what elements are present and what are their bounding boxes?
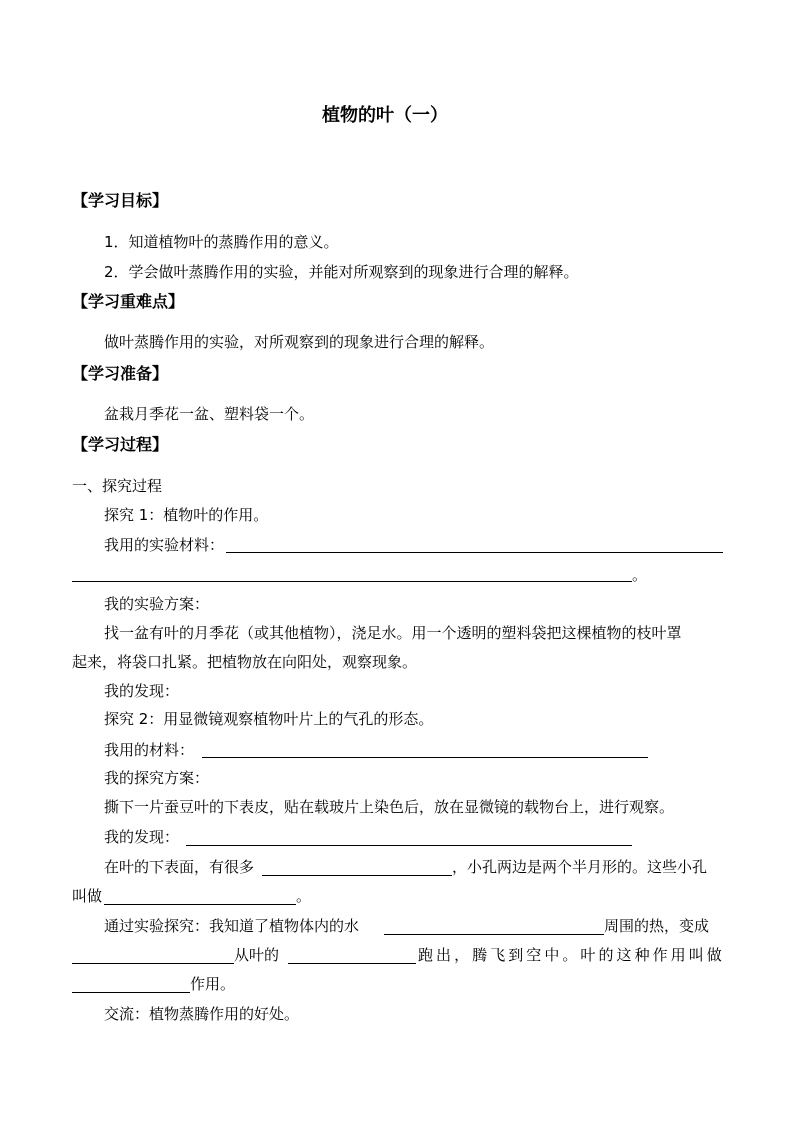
explore2-finding-label: 我的发现： bbox=[104, 828, 180, 846]
conclusion-blank-1[interactable] bbox=[384, 934, 604, 935]
stomata-count-blank[interactable] bbox=[262, 875, 452, 876]
conclusion-suffix: 作用。 bbox=[190, 975, 236, 993]
conclusion-mid3 bbox=[418, 945, 722, 965]
exchange-text: 交流：植物蒸腾作用的好处。 bbox=[104, 1005, 300, 1023]
explore2-plan-text: 撕下一片蚕豆叶的下表皮，贴在载玻片上染色后，放在显微镜的载物台上，进行观察。 bbox=[104, 798, 675, 816]
goal-item-2: 2．学会做叶蒸腾作用的实验，并能对所观察到的现象进行合理的解释。 bbox=[104, 263, 579, 281]
stomata-name-blank[interactable] bbox=[104, 904, 296, 905]
key-points-text: 做叶蒸腾作用的实验，对所观察到的现象进行合理的解释。 bbox=[104, 333, 495, 351]
conclusion-mid3-char: 出 bbox=[436, 946, 452, 964]
conclusion-mid3-char: 跑 bbox=[418, 946, 434, 964]
explore2-materials-blank[interactable] bbox=[202, 757, 648, 758]
conclusion-mid3-char: 这 bbox=[616, 946, 632, 964]
conclusion-mid3-char: 叶 bbox=[580, 946, 596, 964]
explore1-plan-label: 我的实验方案： bbox=[104, 595, 210, 613]
page-title: 植物的叶（一） bbox=[322, 105, 448, 126]
explore2-plan-label: 我的探究方案： bbox=[104, 769, 210, 787]
conclusion-mid3-char: 飞 bbox=[490, 946, 506, 964]
explore2-finding-blank[interactable] bbox=[186, 845, 632, 846]
explore1-finding-label: 我的发现： bbox=[104, 682, 180, 700]
conclusion-mid1: 周围的热，变成 bbox=[604, 917, 710, 935]
explore1-materials-label: 我用的实验材料： bbox=[104, 536, 225, 554]
process-heading: 【学习过程】 bbox=[72, 435, 169, 454]
preparation-text: 盆栽月季花一盆、塑料袋一个。 bbox=[104, 405, 315, 423]
explore1-plan-line-2: 起来，将袋口扎紧。把植物放在向阳处，观察现象。 bbox=[72, 653, 418, 671]
explore2-materials-label: 我用的材料： bbox=[104, 741, 195, 759]
conclusion-mid3-char: 腾 bbox=[472, 946, 488, 964]
explore1-plan-line-1: 找一盆有叶的月季花（或其他植物），浇足水。用一个透明的塑料袋把这棵植物的枝叶罩 bbox=[104, 624, 682, 642]
conclusion-mid3-char: 作 bbox=[652, 946, 668, 964]
explore2-fill1-suffix: ，小孔两边是两个半月形的。这些小孔 bbox=[452, 858, 708, 876]
conclusion-mid3-char: 种 bbox=[634, 946, 650, 964]
conclusion-mid3-char: 做 bbox=[706, 946, 722, 964]
explore2-fill2-suffix: 。 bbox=[296, 887, 312, 905]
conclusion-mid3-char: ， bbox=[454, 946, 470, 964]
explore1-materials-period: 。 bbox=[632, 566, 648, 584]
conclusion-blank-2[interactable] bbox=[72, 963, 234, 964]
conclusion-blank-3[interactable] bbox=[288, 963, 416, 964]
conclusion-mid2: 从叶的 bbox=[234, 946, 280, 964]
conclusion-blank-4[interactable] bbox=[72, 992, 190, 993]
conclusion-mid3-char: 叫 bbox=[688, 946, 704, 964]
conclusion-mid3-char: 用 bbox=[670, 946, 686, 964]
preparation-heading: 【学习准备】 bbox=[72, 364, 169, 383]
explore1-materials-blank-1[interactable] bbox=[226, 552, 723, 553]
section-explore-process: 一、探究过程 bbox=[72, 477, 163, 495]
conclusion-mid3-char: 。 bbox=[562, 946, 578, 964]
explore1-title: 探究 1：植物叶的作用。 bbox=[104, 506, 269, 524]
explore2-fill1-prefix: 在叶的下表面，有很多 bbox=[104, 858, 255, 876]
conclusion-prefix: 通过实验探究：我知道了植物体内的水 bbox=[104, 917, 360, 935]
conclusion-mid3-char: 到 bbox=[508, 946, 524, 964]
goals-heading: 【学习目标】 bbox=[72, 191, 169, 210]
conclusion-mid3-char: 中 bbox=[544, 946, 560, 964]
goal-item-1: 1．知道植物叶的蒸腾作用的意义。 bbox=[104, 233, 339, 251]
conclusion-mid3-char: 的 bbox=[598, 946, 614, 964]
explore2-title: 探究 2：用显微镜观察植物叶片上的气孔的形态。 bbox=[104, 710, 434, 728]
conclusion-mid3-char: 空 bbox=[526, 946, 542, 964]
key-points-heading: 【学习重难点】 bbox=[72, 292, 185, 311]
explore1-materials-blank-2[interactable] bbox=[72, 581, 632, 582]
explore2-fill2-prefix: 叫做 bbox=[72, 887, 103, 905]
